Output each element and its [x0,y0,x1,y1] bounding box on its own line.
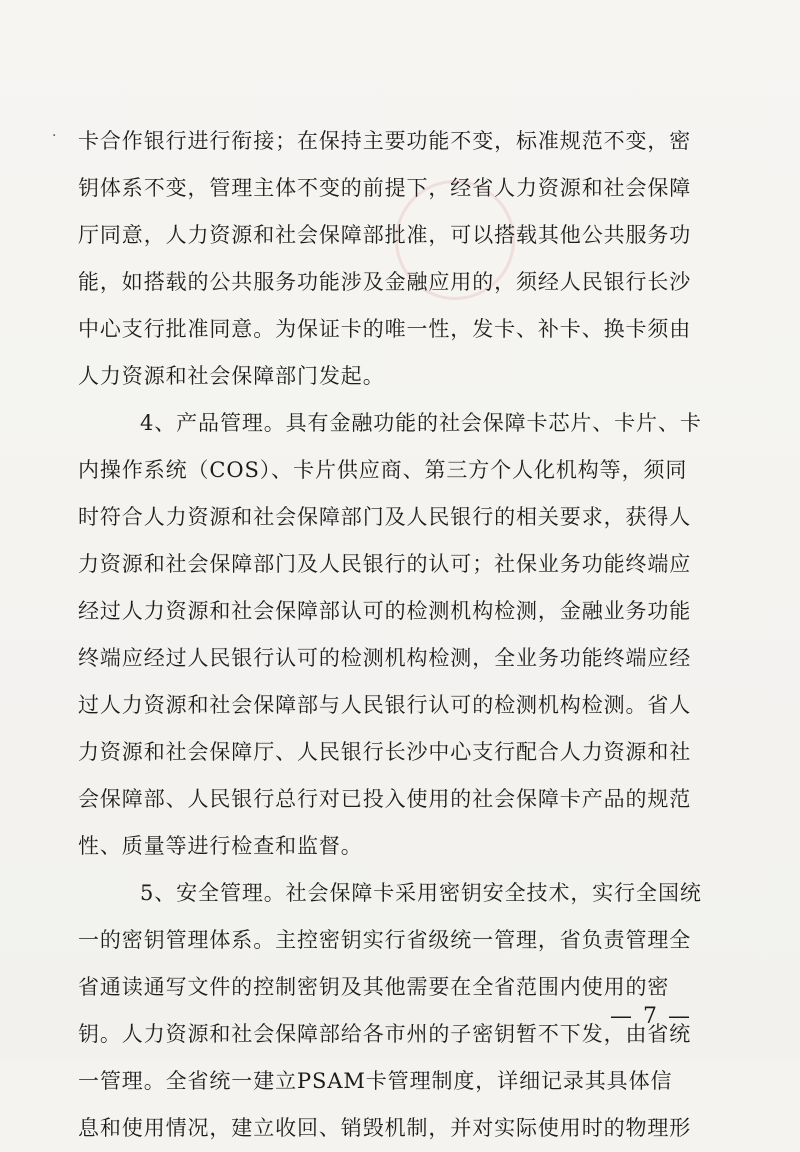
text-line: 过人力资源和社会保障部与人民银行认可的检测机构检测。省人 [78,693,692,717]
text-line: 息和使用情况，建立收回、销毁机制，并对实际使用时的物理形 [78,1116,692,1140]
text-line: 一管理。全省统一建立PSAM卡管理制度，详细记录其具体信 [78,1069,673,1093]
paragraph-product-management [78,400,718,870]
text-line: 4、产品管理。具有金融功能的社会保障卡芯片、卡片、卡 [140,411,702,435]
text-line: 厅同意，人力资源和社会保障部批准，可以搭载其他公共服务功 [78,223,692,247]
text-line: 时符合人力资源和社会保障部门及人民银行的相关要求，获得人 [78,505,692,529]
text-line: 会保障部、人民银行总行对已投入使用的社会保障卡产品的规范 [78,787,692,811]
text-line: 内操作系统（COS）、卡片供应商、第三方个人化机构等，须同 [78,458,688,482]
text-line: 经过人力资源和社会保障部认可的检测机构检测，金融业务功能 [78,599,692,623]
text-line: 5、安全管理。社会保障卡采用密钥安全技术，实行全国统 [140,881,702,905]
text-line: 能，如搭载的公共服务功能涉及金融应用的，须经人民银行长沙 [78,270,692,294]
corner-dot: · [52,128,57,144]
page-number: — 7 — [610,1004,692,1029]
text-line: 中心支行批准同意。为保证卡的唯一性，发卡、补卡、换卡须由 [78,317,692,341]
text-line: 省通读通写文件的控制密钥及其他需要在全省范围内使用的密 [78,975,670,999]
text-line: 性、质量等进行检查和监督。 [78,834,363,858]
text-line: 卡合作银行进行衔接；在保持主要功能不变，标准规范不变，密 [78,129,692,153]
body-text [78,118,718,1152]
text-line: 钥。人力资源和社会保障部给各市州的子密钥暂不下发，由省统 [78,1022,692,1046]
paragraph-1 [78,118,718,400]
text-line: 人力资源和社会保障部门发起。 [78,364,385,388]
text-line: 一的密钥管理体系。主控密钥实行省级统一管理，省负责管理全 [78,928,692,952]
text-line: 力资源和社会保障部门及人民银行的认可；社保业务功能终端应 [78,552,692,576]
text-line: 力资源和社会保障厅、人民银行长沙中心支行配合人力资源和社 [78,740,692,764]
text-line: 终端应经过人民银行认可的检测机构检测，全业务功能终端应经 [78,646,692,670]
text-line: 钥体系不变，管理主体不变的前提下，经省人力资源和社会保障 [78,176,692,200]
